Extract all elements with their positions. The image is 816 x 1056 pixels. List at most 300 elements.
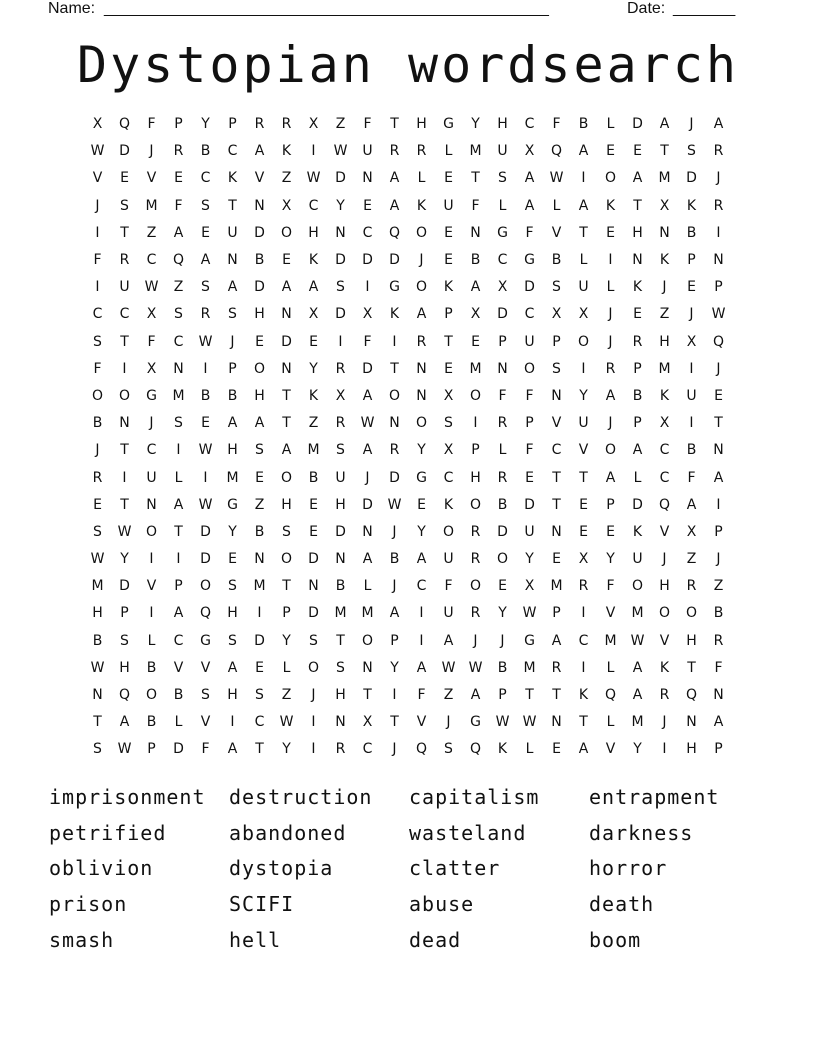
grid-letter: N [551, 387, 562, 404]
grid-letter: S [255, 687, 264, 704]
word-list-item: wasteland [409, 820, 527, 845]
word-list-item: prison [49, 892, 128, 917]
word-list-item: abandoned [229, 820, 347, 845]
grid-letter: T [579, 224, 588, 241]
grid-letter: D [632, 496, 643, 513]
grid-letter: J [311, 687, 316, 704]
grid-letter: J [662, 714, 667, 731]
grid-letter: J [446, 714, 451, 731]
grid-letter: T [120, 333, 129, 350]
grid-letter: I [716, 496, 721, 513]
grid-letter: U [362, 143, 373, 160]
grid-letter: Z [308, 415, 319, 432]
grid-letter: N [119, 415, 130, 432]
grid-letter: A [632, 659, 643, 676]
grid-letter: C [173, 632, 184, 649]
grid-letter: O [280, 224, 293, 241]
grid-letter: J [149, 415, 154, 432]
grid-letter: S [228, 578, 237, 595]
grid-letter: R [281, 116, 292, 133]
grid-letter: O [415, 279, 428, 296]
grid-letter: H [254, 306, 265, 323]
grid-letter: A [524, 197, 535, 214]
grid-letter: S [552, 360, 561, 377]
grid-letter: O [145, 523, 158, 540]
grid-letter: M [469, 143, 482, 160]
grid-letter: D [254, 632, 265, 649]
grid-letter: P [714, 741, 723, 758]
grid-letter: X [497, 279, 508, 296]
grid-letter: S [552, 279, 561, 296]
grid-letter: Y [498, 605, 507, 622]
grid-letter: F [471, 197, 480, 214]
grid-letter: E [309, 333, 318, 350]
grid-letter: T [363, 687, 372, 704]
grid-letter: Y [390, 659, 399, 676]
word-list-item: entrapment [589, 784, 720, 809]
grid-letter: O [91, 387, 104, 404]
grid-letter: X [335, 387, 346, 404]
grid-letter: P [228, 360, 237, 377]
grid-letter: X [578, 551, 589, 568]
word-list-item: darkness [589, 820, 694, 845]
grid-letter: E [309, 523, 318, 540]
grid-letter: K [497, 741, 508, 758]
grid-letter: G [389, 279, 400, 296]
grid-letter: P [552, 605, 561, 622]
grid-letter: D [308, 551, 319, 568]
grid-letter: W [198, 442, 213, 459]
grid-letter: Y [282, 632, 291, 649]
word-row [49, 815, 769, 851]
grid-letter: B [200, 387, 211, 404]
grid-letter: T [660, 143, 669, 160]
grid-letter: A [632, 442, 643, 459]
grid-letter: T [174, 523, 183, 540]
grid-letter: I [203, 469, 208, 486]
grid-letter: O [199, 578, 212, 595]
grid-letter: Y [606, 551, 615, 568]
grid-letter: M [172, 387, 185, 404]
name-label: Name: [48, 0, 96, 17]
grid-letter: X [146, 360, 157, 377]
grid-letter: K [281, 143, 292, 160]
grid-letter: J [473, 632, 478, 649]
grid-letter: N [335, 224, 346, 241]
grid-letter: C [362, 224, 373, 241]
word-list-item: dead [409, 928, 462, 953]
grid-letter: A [605, 387, 616, 404]
grid-letter: L [498, 442, 507, 459]
grid-letter: T [390, 360, 399, 377]
grid-letter: P [552, 333, 561, 350]
grid-letter: Q [550, 143, 563, 160]
grid-letter: C [659, 442, 670, 459]
word-list-item: capitalism [409, 784, 540, 809]
grid-letter: G [497, 224, 508, 241]
grid-letter: J [392, 523, 397, 540]
grid-letter: X [686, 523, 697, 540]
grid-letter: L [282, 659, 291, 676]
grid-letter: E [282, 252, 291, 269]
grid-letter: I [689, 360, 694, 377]
grid-row [84, 329, 732, 356]
grid-letter: W [522, 605, 537, 622]
grid-letter: M [550, 578, 563, 595]
grid-letter: S [228, 306, 237, 323]
grid-letter: E [552, 741, 561, 758]
grid-letter: D [335, 306, 346, 323]
grid-letter: A [416, 306, 427, 323]
word-list-item: imprisonment [49, 784, 206, 809]
grid-letter: I [419, 632, 424, 649]
grid-letter: V [173, 659, 184, 676]
grid-letter: F [552, 116, 561, 133]
grid-letter: N [362, 170, 373, 187]
grid-letter: D [524, 496, 535, 513]
grid-letter: X [659, 415, 670, 432]
grid-letter: E [633, 306, 642, 323]
grid-letter: N [551, 523, 562, 540]
grid-letter: B [389, 551, 400, 568]
grid-letter: D [308, 605, 319, 622]
grid-letter: L [552, 197, 561, 214]
grid-letter: L [174, 469, 183, 486]
grid-letter: H [416, 116, 427, 133]
grid-letter: C [497, 252, 508, 269]
grid-letter: F [498, 387, 507, 404]
grid-letter: W [279, 714, 294, 731]
grid-letter: K [632, 279, 643, 296]
grid-letter: T [552, 496, 561, 513]
grid-letter: E [174, 170, 183, 187]
grid-letter: X [362, 714, 373, 731]
grid-letter: A [200, 252, 211, 269]
grid-letter: H [686, 632, 697, 649]
grid-letter: R [470, 605, 481, 622]
grid-letter: P [498, 687, 507, 704]
grid-letter: S [93, 523, 102, 540]
grid-letter: E [606, 523, 615, 540]
grid-letter: H [659, 333, 670, 350]
grid-row [84, 356, 732, 383]
grid-letter: C [146, 442, 157, 459]
grid-letter: Q [685, 687, 698, 704]
grid-letter: M [226, 469, 239, 486]
grid-letter: N [713, 252, 724, 269]
name-blank: __________________________________________________ [104, 0, 549, 17]
grid-letter: N [470, 224, 481, 241]
grid-letter: Y [417, 442, 426, 459]
grid-letter: Y [201, 116, 210, 133]
grid-letter: D [281, 333, 292, 350]
grid-row [84, 573, 732, 600]
grid-letter: B [92, 632, 103, 649]
grid-letter: H [335, 687, 346, 704]
grid-letter: F [525, 224, 534, 241]
grid-letter: E [255, 659, 264, 676]
grid-letter: B [497, 659, 508, 676]
grid-letter: E [444, 252, 453, 269]
word-list-item: dystopia [229, 856, 334, 881]
grid-letter: I [203, 360, 208, 377]
grid-letter: A [713, 116, 724, 133]
grid-letter: N [362, 523, 373, 540]
grid-letter: N [335, 551, 346, 568]
grid-letter: S [120, 632, 129, 649]
grid-letter: U [686, 387, 697, 404]
grid-letter: G [443, 116, 454, 133]
grid-row [84, 274, 732, 301]
grid-letter: N [254, 197, 265, 214]
grid-letter: D [497, 306, 508, 323]
grid-letter: A [227, 741, 238, 758]
grid-letter: U [578, 415, 589, 432]
grid-letter: Y [525, 551, 534, 568]
grid-letter: I [95, 279, 100, 296]
grid-letter: A [551, 632, 562, 649]
word-list-item: hell [229, 928, 282, 953]
grid-letter: H [254, 387, 265, 404]
grid-letter: D [254, 224, 265, 241]
grid-letter: N [632, 252, 643, 269]
grid-letter: I [392, 333, 397, 350]
grid-letter: O [496, 551, 509, 568]
grid-letter: E [471, 333, 480, 350]
grid-letter: J [95, 197, 100, 214]
grid-letter: R [551, 659, 562, 676]
grid-letter: O [577, 333, 590, 350]
grid-letter: C [227, 143, 238, 160]
grid-letter: T [282, 415, 291, 432]
grid-letter: C [173, 333, 184, 350]
grid-letter: P [174, 578, 183, 595]
grid-letter: W [387, 496, 402, 513]
grid-letter: M [658, 170, 671, 187]
grid-letter: R [578, 578, 589, 595]
grid-letter: R [713, 143, 724, 160]
grid-letter: F [714, 659, 723, 676]
grid-letter: S [444, 415, 453, 432]
grid-letter: V [605, 605, 616, 622]
grid-letter: T [120, 496, 129, 513]
grid-letter: W [198, 333, 213, 350]
grid-letter: D [362, 252, 373, 269]
grid-letter: Q [658, 496, 671, 513]
grid-letter: S [201, 279, 210, 296]
grid-letter: X [578, 306, 589, 323]
grid-letter: B [713, 605, 724, 622]
grid-letter: A [578, 741, 589, 758]
grid-letter: I [122, 360, 127, 377]
grid-letter: T [525, 687, 534, 704]
grid-letter: I [581, 659, 586, 676]
grid-letter: S [93, 333, 102, 350]
grid-letter: T [282, 387, 291, 404]
word-row [49, 922, 769, 958]
grid-letter: B [686, 224, 697, 241]
grid-letter: F [444, 578, 453, 595]
grid-letter: Y [309, 360, 318, 377]
grid-letter: V [416, 714, 427, 731]
grid-letter: E [228, 551, 237, 568]
grid-letter: I [689, 415, 694, 432]
grid-letter: E [201, 415, 210, 432]
grid-letter: A [173, 224, 184, 241]
grid-letter: L [525, 741, 534, 758]
grid-letter: K [605, 197, 616, 214]
grid-letter: S [93, 741, 102, 758]
grid-letter: O [280, 469, 293, 486]
grid-letter: B [146, 714, 157, 731]
grid-letter: I [581, 605, 586, 622]
grid-letter: P [633, 415, 642, 432]
grid-letter: S [498, 170, 507, 187]
grid-letter: R [713, 197, 724, 214]
grid-letter: O [469, 387, 482, 404]
grid-letter: J [392, 578, 397, 595]
grid-letter: A [470, 687, 481, 704]
grid-letter: K [659, 252, 670, 269]
grid-letter: A [578, 143, 589, 160]
grid-letter: U [146, 469, 157, 486]
grid-letter: E [687, 279, 696, 296]
grid-letter: Z [713, 578, 724, 595]
word-list [49, 779, 769, 958]
grid-letter: D [173, 741, 184, 758]
grid-letter: H [470, 469, 481, 486]
grid-letter: Y [336, 197, 345, 214]
grid-letter: X [470, 306, 481, 323]
grid-letter: R [686, 578, 697, 595]
grid-letter: O [469, 578, 482, 595]
grid-letter: J [392, 741, 397, 758]
grid-letter: P [174, 116, 183, 133]
grid-letter: W [360, 415, 375, 432]
grid-letter: H [92, 605, 103, 622]
grid-letter: E [255, 469, 264, 486]
grid-letter: L [444, 143, 453, 160]
grid-letter: P [147, 741, 156, 758]
grid-letter: D [389, 469, 400, 486]
grid-letter: K [443, 279, 454, 296]
grid-letter: N [497, 360, 508, 377]
grid-letter: A [659, 116, 670, 133]
grid-letter: E [579, 523, 588, 540]
grid-letter: C [146, 252, 157, 269]
grid-letter: E [444, 224, 453, 241]
grid-letter: E [498, 578, 507, 595]
grid-letter: P [633, 360, 642, 377]
grid-letter: P [606, 496, 615, 513]
grid-letter: D [362, 496, 373, 513]
grid-letter: A [713, 714, 724, 731]
grid-letter: R [254, 116, 265, 133]
grid-letter: G [200, 632, 211, 649]
grid-letter: S [120, 197, 129, 214]
grid-letter: A [254, 143, 265, 160]
grid-letter: Z [659, 306, 670, 323]
grid-letter: R [659, 687, 670, 704]
grid-letter: Z [146, 224, 157, 241]
grid-letter: L [606, 279, 615, 296]
grid-letter: F [363, 116, 372, 133]
grid-letter: Q [118, 116, 131, 133]
grid-letter: X [92, 116, 103, 133]
grid-letter: A [578, 197, 589, 214]
grid-letter: Y [579, 387, 588, 404]
grid-letter: Y [228, 523, 237, 540]
grid-letter: T [552, 687, 561, 704]
grid-letter: I [311, 143, 316, 160]
grid-letter: C [416, 578, 427, 595]
grid-letter: Q [712, 333, 725, 350]
grid-letter: W [711, 306, 726, 323]
grid-letter: A [389, 605, 400, 622]
grid-letter: A [389, 170, 400, 187]
grid-letter: E [363, 197, 372, 214]
grid-letter: R [335, 415, 346, 432]
grid-letter: W [522, 714, 537, 731]
grid-letter: V [146, 170, 157, 187]
grid-letter: M [307, 442, 320, 459]
word-list-item: horror [589, 856, 668, 881]
grid-letter: I [419, 605, 424, 622]
grid-letter: P [471, 442, 480, 459]
grid-letter: N [254, 551, 265, 568]
grid-letter: S [336, 279, 345, 296]
grid-letter: V [578, 442, 589, 459]
grid-row [84, 519, 732, 546]
grid-letter: J [716, 360, 721, 377]
grid-letter: D [389, 252, 400, 269]
grid-letter: H [281, 496, 292, 513]
grid-letter: X [524, 578, 535, 595]
grid-letter: E [309, 496, 318, 513]
grid-letter: S [201, 197, 210, 214]
grid-letter: I [311, 741, 316, 758]
grid-letter: D [335, 170, 346, 187]
grid-letter: I [581, 360, 586, 377]
grid-letter: K [308, 387, 319, 404]
grid-letter: B [227, 387, 238, 404]
grid-letter: E [201, 224, 210, 241]
grid-letter: T [120, 442, 129, 459]
grid-letter: S [174, 415, 183, 432]
grid-letter: D [254, 279, 265, 296]
grid-letter: J [608, 415, 613, 432]
grid-letter: I [365, 279, 370, 296]
grid-letter: Q [172, 252, 185, 269]
grid-letter: T [93, 714, 102, 731]
word-list-item: boom [589, 928, 642, 953]
grid-letter: L [498, 197, 507, 214]
grid-letter: K [578, 687, 589, 704]
grid-letter: M [145, 197, 158, 214]
grid-letter: X [308, 116, 319, 133]
grid-letter: L [147, 632, 156, 649]
grid-letter: R [470, 523, 481, 540]
grid-letter: R [200, 306, 211, 323]
grid-letter: M [604, 632, 617, 649]
grid-letter: J [419, 252, 424, 269]
grid-letter: D [119, 578, 130, 595]
word-row [49, 886, 769, 922]
grid-letter: V [605, 741, 616, 758]
grid-letter: A [173, 605, 184, 622]
grid-letter: C [119, 306, 130, 323]
grid-letter: U [578, 279, 589, 296]
